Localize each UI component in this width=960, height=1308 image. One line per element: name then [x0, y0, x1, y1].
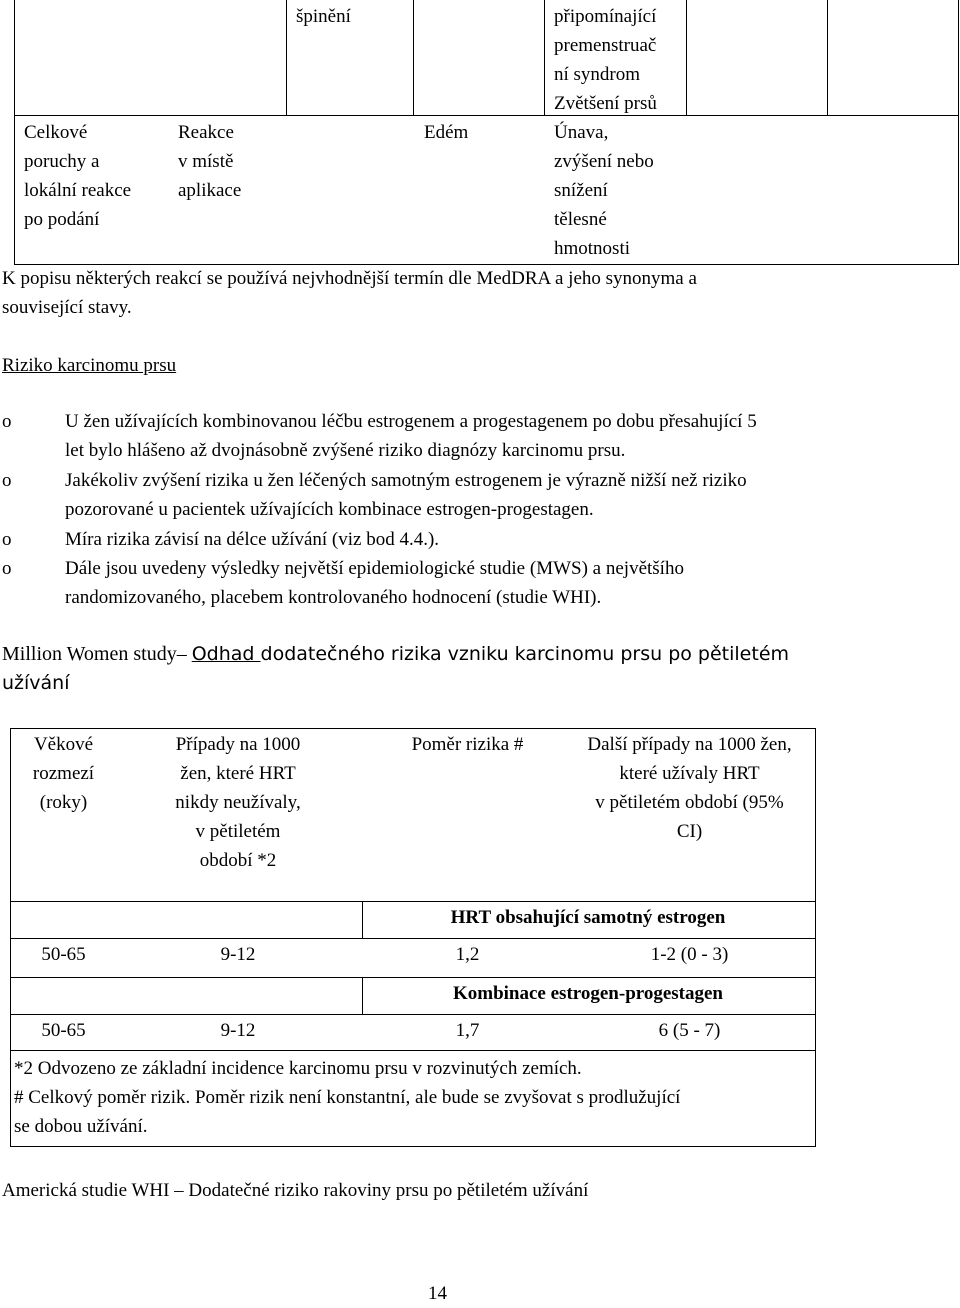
bullet-marker: o: [2, 411, 12, 432]
bullet-text: Jakékoliv zvýšení rizika u žen léčených samotným estrogenem je výrazně nižší než riziko pozorované u pacientek užívajících kombinace estrogen-progestagen.: [65, 470, 747, 520]
bullet-text: U žen užívajících kombinovanou léčbu estrogenem a progestagenem po dobu přesahující 5 let bylo hlášeno až dvojnásobně zvýšené riziko diagnózy karcinomu prsu.: [65, 411, 757, 461]
top-table-cell: připomínající premenstruač ní syndrom Zvětšení prsů: [554, 6, 657, 114]
table-footnotes: *2 Odvozeno ze základní incidence karcinomu prsu v rozvinutých zemích. # Celkový poměr rizik. Poměr rizik není konstantní, ale bude se zvyšovat s prodlužující se dobou užívání.: [14, 1058, 681, 1137]
top-table-cell: Celkové poruchy a lokální reakce po podání: [24, 122, 132, 230]
list-item: [0, 407, 950, 465]
list-item: [0, 525, 950, 554]
column-header: Další případy na 1000 žen, které užívaly HRT v pětiletém období (95% CI): [587, 734, 792, 842]
risk-table-border: [10, 728, 816, 729]
risk-table-border: [10, 728, 11, 1147]
group-label: HRT obsahující samotný estrogen: [450, 907, 726, 928]
risk-table-border: [10, 938, 816, 939]
risk-table-border: [10, 1146, 816, 1147]
bullet-text: Míra rizika závisí na délce užívání (viz bod 4.4.).: [65, 529, 440, 550]
top-table-cell: Reakce v místě aplikace: [178, 122, 242, 201]
whi-heading: Americká studie WHI – Dodatečné riziko rakoviny prsu po pětiletém užívání: [2, 1180, 589, 1201]
group-label: Kombinace estrogen-progestagen: [452, 983, 724, 1004]
column-header: Poměr rizika #: [411, 734, 524, 755]
mws-heading-part: dodatečného rizika vzniku karcinomu prsu po pětiletém: [260, 643, 790, 665]
mws-heading-part: užívání: [2, 672, 70, 694]
meddra-note: K popisu některých reakcí se používá nejvhodnější termín dle MedDRA a jeho synonyma a související stavy.: [2, 268, 697, 318]
bullet-marker: o: [2, 529, 12, 550]
mws-heading-part: Million Women study–: [2, 643, 192, 665]
column-header: Případy na 1000 žen, které HRT nikdy neužívaly, v pětiletém období *2: [175, 734, 301, 871]
table-cell: 9-12: [220, 1020, 256, 1041]
top-table-border: [286, 0, 287, 115]
risk-table-border: [10, 1014, 816, 1015]
bullet-marker: o: [2, 470, 12, 491]
column-header: Věkové rozmezí (roky): [32, 734, 95, 813]
list-item: [0, 554, 950, 612]
top-table-border: [14, 0, 15, 115]
risk-table-border: [10, 901, 816, 902]
risk-table-border: [10, 977, 816, 978]
top-table-cell: Únava, zvýšení nebo snížení tělesné hmotnosti: [554, 122, 654, 259]
risk-table-border: [10, 1050, 816, 1051]
top-table-border: [827, 0, 828, 115]
top-table-cell: Edém: [424, 122, 469, 143]
table-cell: 50-65: [41, 944, 86, 965]
table-cell: 50-65: [41, 1020, 86, 1041]
table-cell: 1,7: [455, 1020, 480, 1041]
table-cell: 1,2: [455, 944, 480, 965]
table-cell: 6 (5 - 7): [658, 1020, 721, 1041]
table-cell: 9-12: [220, 944, 256, 965]
top-table-cell: špinění: [296, 6, 351, 27]
bullet-marker: o: [2, 558, 12, 579]
top-table-border: [958, 0, 959, 265]
top-table-border: [686, 0, 687, 115]
page-number: 14: [428, 1283, 447, 1304]
top-table-border: [413, 0, 414, 115]
mws-heading: [2, 640, 952, 698]
table-cell: 1-2 (0 - 3): [650, 944, 729, 965]
top-table-border: [14, 115, 959, 116]
top-table-border: [14, 115, 15, 265]
list-item: [0, 466, 950, 524]
mws-heading-part: Odhad: [191, 643, 261, 665]
top-table-border: [544, 0, 545, 115]
bullet-text: Dále jsou uvedeny výsledky největší epidemiologické studie (MWS) a největšího randomizovaného, placebem kontrolovaného hodnocení (studie WHI).: [65, 558, 684, 608]
section-title: Riziko karcinomu prsu: [2, 355, 177, 376]
